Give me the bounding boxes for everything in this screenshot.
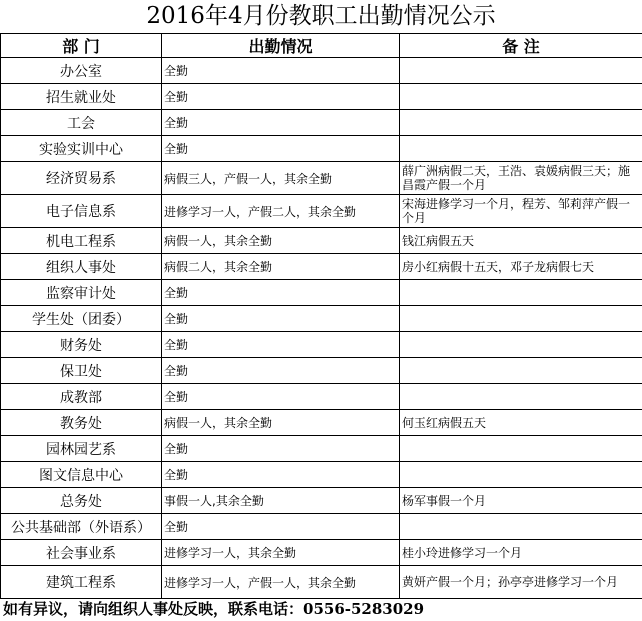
department-cell: 财务处 bbox=[1, 332, 162, 358]
attendance-cell: 全勤 bbox=[162, 306, 400, 332]
department-cell: 园林园艺系 bbox=[1, 436, 162, 462]
attendance-cell: 事假一人,其余全勤 bbox=[162, 488, 400, 514]
department-cell: 办公室 bbox=[1, 58, 162, 84]
department-cell: 社会事业系 bbox=[1, 540, 162, 566]
header-attendance: 出勤情况 bbox=[162, 34, 400, 58]
department-cell: 总务处 bbox=[1, 488, 162, 514]
remarks-cell bbox=[400, 84, 642, 110]
attendance-cell: 全勤 bbox=[162, 462, 400, 488]
department-cell: 机电工程系 bbox=[1, 228, 162, 254]
department-cell: 组织人事处 bbox=[1, 254, 162, 280]
attendance-cell: 全勤 bbox=[162, 384, 400, 410]
remarks-cell bbox=[400, 514, 642, 540]
remarks-cell: 房小红病假十五天，邓子龙病假七天 bbox=[400, 254, 642, 280]
department-cell: 成教部 bbox=[1, 384, 162, 410]
department-cell: 经济贸易系 bbox=[1, 162, 162, 195]
table-row bbox=[1, 254, 642, 280]
table-row bbox=[1, 280, 642, 306]
remarks-cell: 何玉红病假五天 bbox=[400, 410, 642, 436]
remarks-cell bbox=[400, 358, 642, 384]
remarks-cell bbox=[400, 280, 642, 306]
department-cell: 招生就业处 bbox=[1, 84, 162, 110]
table-row bbox=[1, 136, 642, 162]
table-row bbox=[1, 540, 642, 566]
table-row bbox=[1, 410, 642, 436]
attendance-cell: 病假三人，产假一人，其余全勤 bbox=[162, 162, 400, 195]
attendance-cell: 全勤 bbox=[162, 58, 400, 84]
remarks-cell: 薛广洲病假二天，王浩、袁媛病假三天；施昌霞产假一个月 bbox=[400, 162, 642, 195]
remarks-cell: 桂小玲进修学习一个月 bbox=[400, 540, 642, 566]
remarks-cell bbox=[400, 384, 642, 410]
remarks-cell: 宋海进修学习一个月，程芳、邹莉萍产假一个月 bbox=[400, 195, 642, 228]
header-remarks: 备 注 bbox=[400, 34, 642, 58]
department-cell: 工会 bbox=[1, 110, 162, 136]
table-row bbox=[1, 332, 642, 358]
table-row bbox=[1, 358, 642, 384]
table-row bbox=[1, 514, 642, 540]
attendance-cell: 进修学习一人，其余全勤 bbox=[162, 540, 400, 566]
table-row bbox=[1, 384, 642, 410]
attendance-cell: 全勤 bbox=[162, 136, 400, 162]
department-cell: 学生处（团委） bbox=[1, 306, 162, 332]
remarks-cell bbox=[400, 462, 642, 488]
attendance-cell: 进修学习一人，产假一人，其余全勤 bbox=[162, 566, 400, 599]
attendance-cell: 全勤 bbox=[162, 84, 400, 110]
attendance-cell: 全勤 bbox=[162, 358, 400, 384]
attendance-table bbox=[0, 33, 642, 599]
attendance-cell: 进修学习一人，产假二人，其余全勤 bbox=[162, 195, 400, 228]
remarks-cell bbox=[400, 58, 642, 84]
department-cell: 公共基础部（外语系） bbox=[1, 514, 162, 540]
attendance-cell: 病假一人，其余全勤 bbox=[162, 228, 400, 254]
table-row bbox=[1, 58, 642, 84]
table-body bbox=[1, 58, 642, 599]
department-cell: 教务处 bbox=[1, 410, 162, 436]
page-title: 2016年4月份教职工出勤情况公示 bbox=[146, 3, 496, 29]
attendance-cell: 全勤 bbox=[162, 110, 400, 136]
table-row bbox=[1, 195, 642, 228]
remarks-cell bbox=[400, 436, 642, 462]
department-cell: 电子信息系 bbox=[1, 195, 162, 228]
header-row bbox=[1, 34, 642, 58]
contact-footer: 如有异议，请向组织人事处反映，联系电话：0556-5283029 bbox=[3, 600, 425, 618]
department-cell: 监察审计处 bbox=[1, 280, 162, 306]
attendance-cell: 全勤 bbox=[162, 436, 400, 462]
department-cell: 保卫处 bbox=[1, 358, 162, 384]
table-row bbox=[1, 462, 642, 488]
table-row bbox=[1, 84, 642, 110]
department-cell: 建筑工程系 bbox=[1, 566, 162, 599]
attendance-cell: 全勤 bbox=[162, 514, 400, 540]
attendance-cell: 全勤 bbox=[162, 332, 400, 358]
department-cell: 图文信息中心 bbox=[1, 462, 162, 488]
table-row bbox=[1, 228, 642, 254]
remarks-cell: 钱江病假五天 bbox=[400, 228, 642, 254]
table-row bbox=[1, 110, 642, 136]
department-cell: 实验实训中心 bbox=[1, 136, 162, 162]
attendance-cell: 病假二人，其余全勤 bbox=[162, 254, 400, 280]
table-row bbox=[1, 162, 642, 195]
table-row bbox=[1, 306, 642, 332]
remarks-cell bbox=[400, 136, 642, 162]
table-row bbox=[1, 436, 642, 462]
attendance-cell: 全勤 bbox=[162, 280, 400, 306]
remarks-cell bbox=[400, 110, 642, 136]
remarks-cell bbox=[400, 332, 642, 358]
attendance-cell: 病假一人，其余全勤 bbox=[162, 410, 400, 436]
remarks-cell: 杨军事假一个月 bbox=[400, 488, 642, 514]
header-department: 部 门 bbox=[1, 34, 162, 58]
remarks-cell bbox=[400, 306, 642, 332]
table-row bbox=[1, 488, 642, 514]
remarks-cell: 黄妍产假一个月；孙亭亭进修学习一个月 bbox=[400, 566, 642, 599]
table-row bbox=[1, 566, 642, 599]
